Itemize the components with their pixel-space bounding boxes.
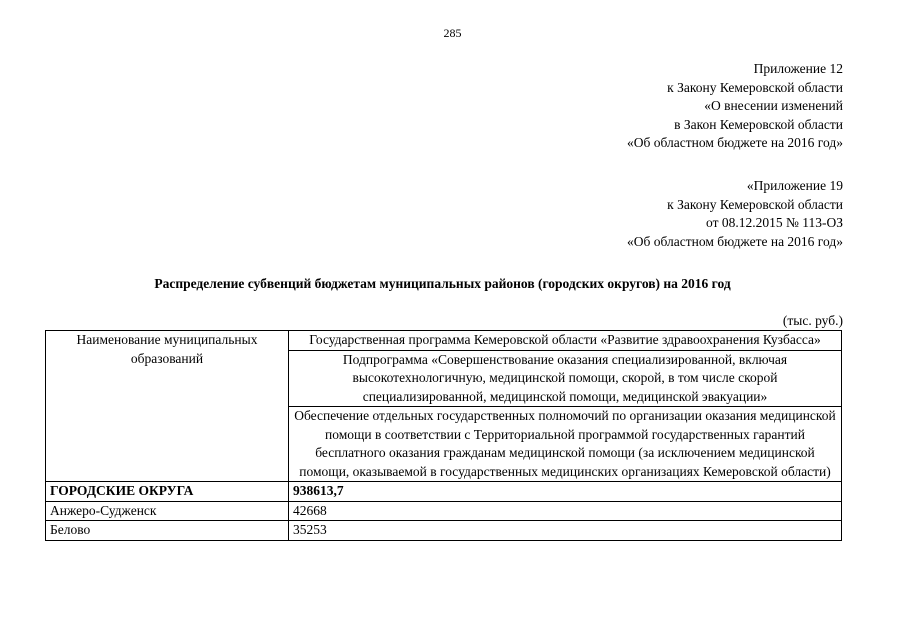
program-header: Государственная программа Кемеровской области «Развитие здравоохранения Кузбасса» xyxy=(289,331,842,351)
appendix-line: в Закон Кемеровской области xyxy=(674,116,843,132)
subprogram-header: Подпрограмма «Совершенствование оказания специализированной, включая высокотехнологичную, медицинской помощи, скорой, в том числе скорой специализированной, медицинской помощи, медицинской эвакуации» xyxy=(289,350,842,407)
appendix-12-header xyxy=(627,60,843,153)
municipality-name: Белово xyxy=(46,521,289,541)
appendix-line: к Закону Кемеровской области xyxy=(667,196,843,212)
appendix-line: «Об областном бюджете на 2016 год» xyxy=(627,233,843,249)
subvention-value: 938613,7 xyxy=(289,482,842,502)
activity-header: Обеспечение отдельных государственных полномочий по организации оказания медицинской помощи в соответствии с Территориальной программой государственных гарантий бесплатного оказания гражданам медицинской помощи (за исключением медицинской помощи, оказываемой в государственных медицинских организациях Кемеровской области) xyxy=(289,407,842,482)
subvention-value: 35253 xyxy=(289,521,842,541)
appendix-line: «О внесении изменений xyxy=(704,98,843,113)
appendix-line: к Закону Кемеровской области xyxy=(667,79,843,95)
table-row xyxy=(46,501,842,521)
municipality-column-header: Наименование муниципальных образований xyxy=(46,331,289,482)
appendix-line: «Приложение 19 xyxy=(746,178,843,193)
subvention-value: 42668 xyxy=(289,501,842,521)
municipality-name: ГОРОДСКИЕ ОКРУГА xyxy=(46,482,289,502)
appendix-line: «Об областном бюджете на 2016 год» xyxy=(627,135,843,150)
table-row xyxy=(46,482,842,502)
municipality-name: Анжеро-Судженск xyxy=(46,501,289,521)
table-header-row xyxy=(46,331,842,351)
appendix-19-header xyxy=(627,177,843,251)
page-number: 285 xyxy=(443,26,462,40)
appendix-line: от 08.12.2015 № 113-ОЗ xyxy=(706,215,843,230)
appendix-line: Приложение 12 xyxy=(753,61,843,76)
units-label: (тыс. руб.) xyxy=(782,313,843,328)
subvention-table xyxy=(45,330,842,541)
table-row xyxy=(46,521,842,541)
document-title: Распределение субвенций бюджетам муниципальных районов (городских округов) на 2016 год xyxy=(154,276,731,291)
